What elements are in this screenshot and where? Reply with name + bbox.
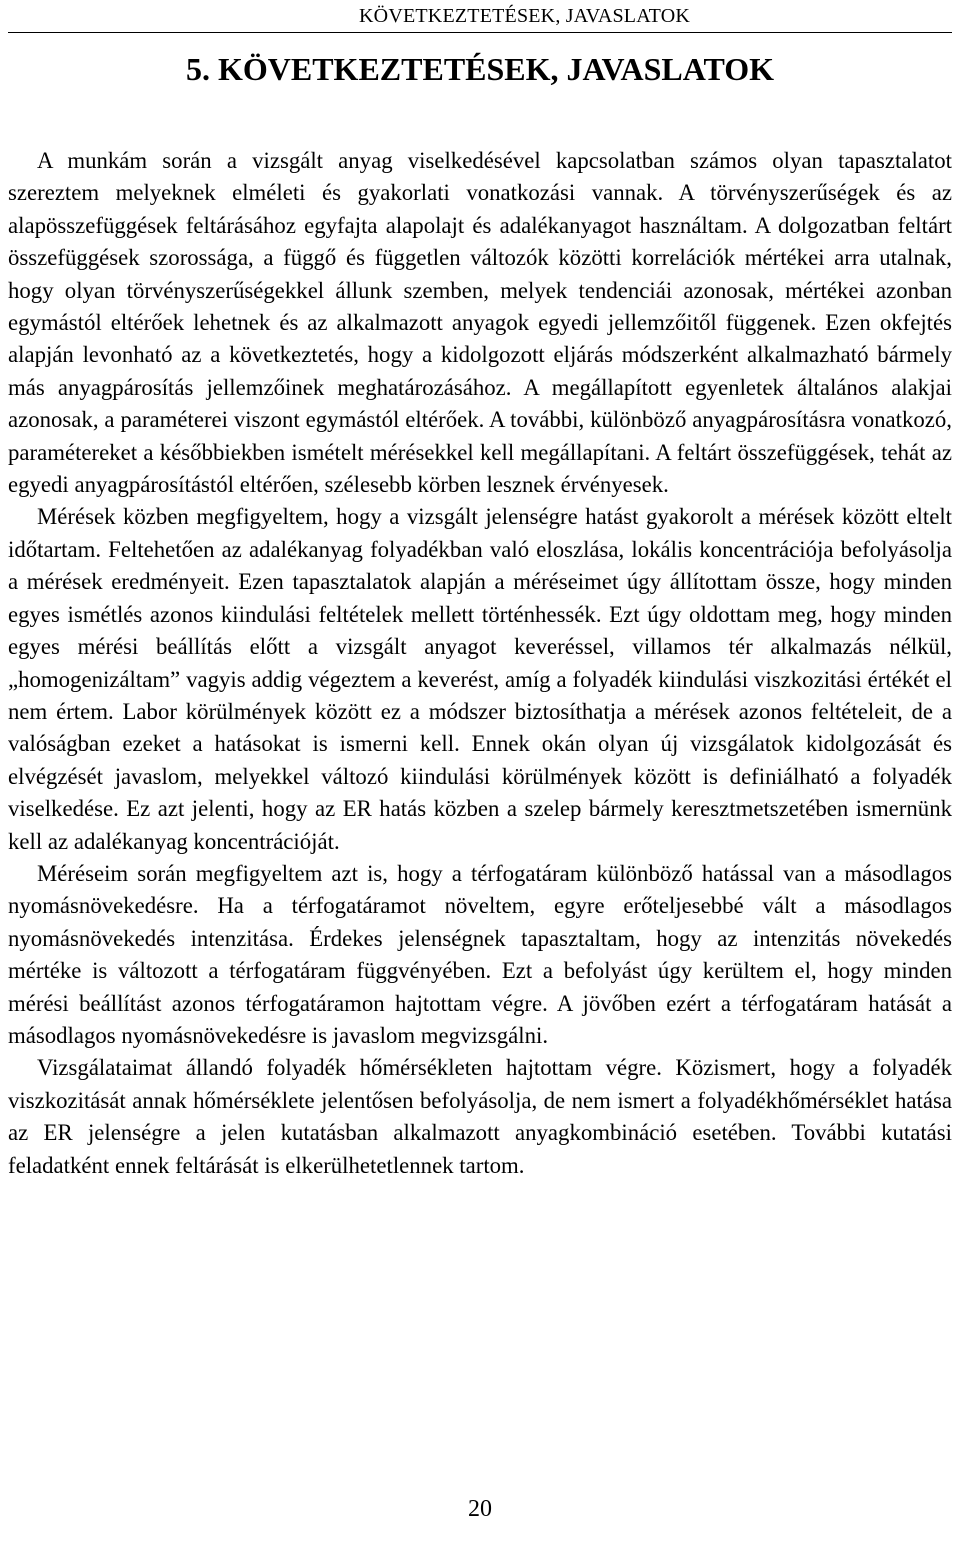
paragraph-2: Mérések közben megfigyeltem, hogy a vizsgált jelenségre hatást gyakorolt a mérések között eltelt időtartam. Feltehetően az adalékanyag folyadékban való eloszlása, lokális koncentrációja befolyásolja a mérések eredményeit. Ezen tapasztalatok alapján a méréseimet úgy állítottam össze, hogy minden egyes ismétlés azonos kiindulási feltételek mellett történhessék. Ezt úgy oldottam meg, hogy minden egyes mérési beállítás előtt a vizsgált anyagot keveréssel, villamos tér alkalmazás nélkül, „homogenizáltam” vagyis addig végeztem a keverést, amíg a folyadék kiindulási viszkozitási értékét el nem értem. Labor körülmények között ez a módszer biztosíthatja a mérések azonos feltételeit, de a valóságban ezeket a hatásokat is ismerni kell. Ennek okán olyan új vizsgálatok kidolgozását és elvégzését javaslom, melyekkel változó kiindulási körülmények között is definiálható a folyadék viselkedése. Ez azt jelenti, hogy az ER hatás közben a szelep bármely keresztmetszetében ismernünk kell az adalékanyag koncentrációját. (8, 504, 952, 854)
body-text (8, 145, 952, 1182)
page-number: 20 (468, 1496, 492, 1522)
paragraph-4: Vizsgálataimat állandó folyadék hőmérsékleten hajtottam végre. Közismert, hogy a folyadék viszkozitását annak hőmérséklete jelentősen befolyásolja, de nem ismert a folyadékhőmérséklet hatása az ER jelenségre a jelen kutatásban alkalmazott anyagkombináció esetében. További kutatási feladatként ennek feltárását is elkerülhetetlennek tartom. (8, 1055, 952, 1178)
running-header: KÖVETKEZTETÉSEK, JAVASLATOK (359, 5, 690, 27)
chapter-title: 5. KÖVETKEZTETÉSEK, JAVASLATOK (185, 51, 775, 87)
paragraph-3: Méréseim során megfigyeltem azt is, hogy a térfogatáram különböző hatással van a másodlagos nyomásnövekedésre. Ha a térfogatáramot növeltem, egyre erőteljesebbé vált a másodlagos nyomásnövekedés intenzitása. Érdekes jelenségnek tapasztaltam, hogy az intenzitás növekedés mértéke is változott a térfogatáram függvényében. Ezt a befolyást úgy kerültem el, hogy minden mérési beállítást azonos térfogatáramon hajtottam végre. A jövőben ezért a térfogatáram hatását a másodlagos nyomásnövekedésre is javaslom megvizsgálni. (8, 860, 952, 1048)
header-rule (8, 32, 952, 33)
paragraph-1: A munkám során a vizsgált anyag viselkedésével kapcsolatban számos olyan tapasztalatot szereztem melyeknek elméleti és gyakorlati vonatkozási vannak. A törvényszerűségek és az alapösszefüggések feltárásához egyfajta alapolajt és adalékanyagot használtam. A dolgozatban feltárt összefüggések szorossága, a függő és független változók közötti korrelációk mértékei arra utalnak, hogy olyan törvényszerűségekkel állunk szemben, melyek tendenciái azonosak, mértékei azonban egymástól eltérőek lehetnek és az alkalmazott anyagok egyedi jellemzőitől függenek. Ezen okfejtés alapján levonható az a következtetés, hogy a kidolgozott eljárás módszerként alkalmazható bármely más anyagpárosítás jellemzőinek meghatározásához. A megállapított egyenletek általános alakjai azonosak, a paraméterei viszont egymástól eltérőek. A további, különböző anyagpárosításra vonatkozó, paramétereket a későbbiekben ismételt mérésekkel kell megállapítani. A feltárt összefüggések, tehát az egyedi anyagpárosítástól eltérően, szélesebb körben lesznek érvényesek. (8, 148, 952, 498)
